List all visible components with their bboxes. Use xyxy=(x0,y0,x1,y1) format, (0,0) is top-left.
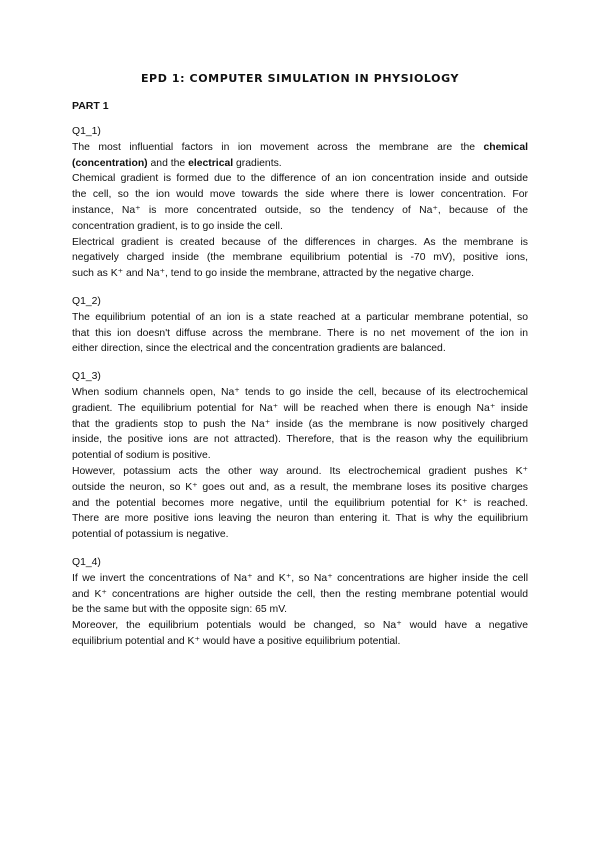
bold-term: chemical xyxy=(483,141,528,153)
part-heading: PART 1 xyxy=(72,100,109,112)
question-label: Q1_4) xyxy=(72,556,101,568)
text-line: concentration gradient, is to go inside the cell. xyxy=(72,220,283,232)
text-line: Moreover, the equilibrium potentials would be changed, so Na⁺ would have a negative xyxy=(72,620,528,632)
text-segment: and the xyxy=(147,157,189,169)
text-line: either direction, since the electrical and the concentration gradients are balanced. xyxy=(72,343,446,355)
text-line: gradient. The equilibrium potential for Na⁺ will be reached when there is enough Na⁺ inside xyxy=(72,402,528,414)
question-label: Q1_3) xyxy=(72,371,101,383)
text-line: outside the neuron, so K⁺ goes out and, as a result, the membrane loses its positive charges xyxy=(72,481,528,493)
text-line: instance, Na⁺ is more concentrated outside, so the tendency of Na⁺, because of the xyxy=(72,204,528,216)
paragraph xyxy=(72,140,528,172)
question-label: Q1_1) xyxy=(72,126,101,137)
text-line: Chemical gradient is formed due to the difference of an ion concentration inside and outside xyxy=(72,173,528,185)
bold-term: (concentration) xyxy=(72,157,148,169)
text-line: potential of potassium is negative. xyxy=(72,529,229,541)
question-section xyxy=(72,369,528,543)
text-line: However, potassium acts the other way around. Its electrochemical gradient pushes K⁺ xyxy=(72,465,528,477)
text-line: Electrical gradient is created because of the differences in charges. As the membrane is xyxy=(72,236,528,248)
text-line: There are more positive ions leaving the neuron than entering it. That is why the equilibrium xyxy=(72,513,528,525)
text-line: If we invert the concentrations of Na⁺ and K⁺, so Na⁺ concentrations are higher inside the cell xyxy=(72,572,528,584)
text-line: the cell, so the ion would move towards the side where there is lower concentration. For xyxy=(72,189,528,201)
text-line xyxy=(72,156,528,172)
document-body xyxy=(72,124,528,662)
question-section xyxy=(72,555,528,650)
text-line: inside, the positive ions are not attracted). Therefore, that is the reason why the equilibrium xyxy=(72,434,528,446)
text-line: When sodium channels open, Na⁺ tends to go inside the cell, because of its electrochemical xyxy=(72,386,528,398)
text-line xyxy=(72,140,528,156)
paragraph xyxy=(72,171,528,234)
text-line: negatively charged inside (the membrane equilibrium potential is -70 mV), positive ions, xyxy=(72,252,528,264)
paragraph xyxy=(72,464,528,543)
text-line: The equilibrium potential of an ion is a state reached at a particular membrane potential, so xyxy=(72,311,528,323)
question-section xyxy=(72,124,528,282)
bold-term: electrical xyxy=(188,157,234,169)
paragraph xyxy=(72,618,528,650)
text-segment: gradients. xyxy=(233,157,282,169)
paragraph xyxy=(72,385,528,464)
text-line: equilibrium potential and K⁺ would have a positive equilibrium potential. xyxy=(72,635,401,647)
text-segment: The most influential factors in ion movement across the membrane are the xyxy=(72,141,484,153)
text-line: and K⁺ concentrations are higher outside the cell, then the resting membrane potential would xyxy=(72,588,528,600)
document-title: EPD 1: COMPUTER SIMULATION IN PHYSIOLOGY xyxy=(140,72,460,85)
paragraph xyxy=(72,235,528,282)
text-line: be the same but with the opposite sign: 65 mV. xyxy=(72,604,288,616)
paragraph xyxy=(72,571,528,618)
text-line: potential of sodium is positive. xyxy=(72,450,211,462)
paragraph xyxy=(72,310,528,357)
text-line: such as K⁺ and Na⁺, tend to go inside the membrane, attracted by the negative charge. xyxy=(72,268,475,280)
text-line: and the potential becomes more negative, until the equilibrium potential for K⁺ is reached. xyxy=(72,497,528,509)
question-section xyxy=(72,294,528,357)
text-line: that this ion doesn't diffuse across the membrane. There is no net movement of the ion in xyxy=(72,327,528,339)
text-line: that the gradients stop to push the Na⁺ inside (as the membrane is now positively charged xyxy=(72,418,528,430)
question-label: Q1_2) xyxy=(72,295,101,307)
